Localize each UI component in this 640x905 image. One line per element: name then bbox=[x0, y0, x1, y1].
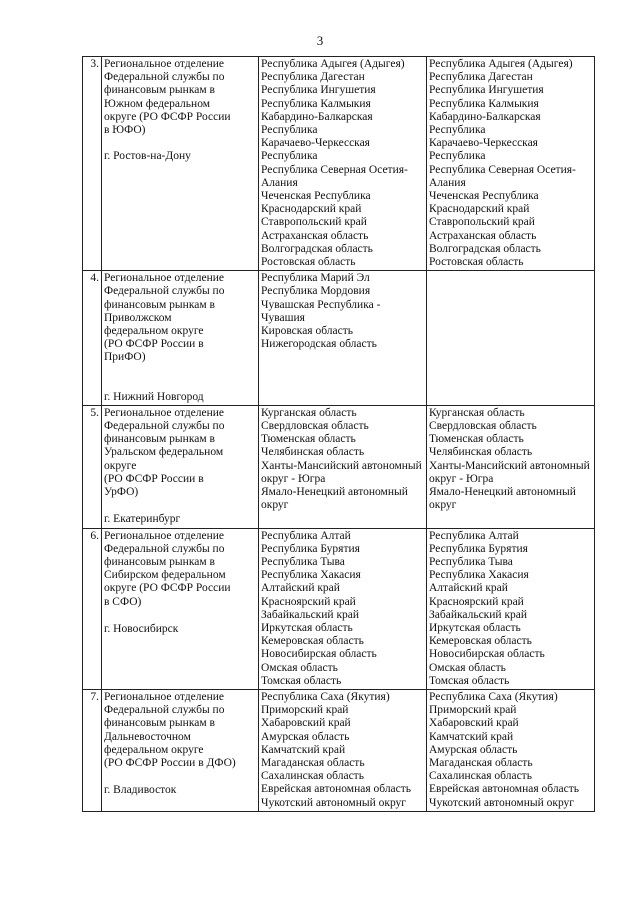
office-city: г. Екатеринбург bbox=[104, 513, 181, 526]
region-item: Свердловская область bbox=[429, 420, 537, 433]
region-item: Республика Мордовия bbox=[261, 285, 371, 298]
region-item: Сахалинская область bbox=[429, 770, 532, 783]
region-item: Республика Тыва bbox=[429, 555, 513, 568]
office-name: Региональное отделение Федеральной службы по финансовым рынкам в Сибирском федеральном округе (РО ФСФР России в СФО) bbox=[104, 529, 231, 608]
region-item: Еврейская автономная область bbox=[261, 783, 412, 796]
page-number: 3 bbox=[316, 33, 324, 48]
region-item: Республика Адыгея (Адыгея) bbox=[261, 58, 405, 70]
region-item: Республика Адыгея (Адыгея) bbox=[429, 58, 573, 70]
region-item: Республика Бурятия bbox=[429, 542, 528, 555]
region-item: Чукотский автономный округ bbox=[429, 796, 575, 809]
region-item: Амурская область bbox=[429, 743, 518, 756]
office-cell bbox=[102, 405, 259, 528]
row-number: 4. bbox=[83, 271, 102, 406]
region-item: Карачаево-Черкесская Республика bbox=[429, 137, 538, 163]
office-name: Региональное отделение Федеральной службы по финансовым рынкам в Дальневосточном федеральном округе (РО ФСФР России в ДФО) bbox=[104, 690, 236, 769]
regions-list-cell bbox=[259, 528, 427, 689]
region-item: Кемеровская область bbox=[261, 635, 364, 648]
region-item: Ростовская область bbox=[261, 256, 356, 269]
table-row bbox=[83, 405, 595, 528]
region-item: Республика Дагестан bbox=[261, 71, 365, 84]
region-item: Ростовская область bbox=[429, 256, 524, 269]
region-item: Омская область bbox=[261, 661, 338, 674]
region-item: Республика Ингушетия bbox=[429, 84, 544, 97]
regions-list-cell bbox=[259, 405, 427, 528]
office-name: Региональное отделение Федеральной службы по финансовым рынкам в Уральском федеральном округе (РО ФСФР России в УрФО) bbox=[104, 406, 225, 499]
region-item: Ханты-Мансийский автономный округ - Югра bbox=[261, 459, 422, 485]
office-cell bbox=[102, 528, 259, 689]
region-item: Республика Алтай bbox=[261, 529, 351, 542]
region-item: Алтайский край bbox=[261, 582, 340, 595]
region-item: Челябинская область bbox=[429, 446, 533, 459]
region-item: Республика Ингушетия bbox=[261, 84, 376, 97]
region-item: Кировская область bbox=[261, 325, 354, 338]
region-item: Астраханская область bbox=[429, 229, 537, 242]
region-item: Еврейская автономная область bbox=[429, 783, 580, 796]
office-name: Региональное отделение Федеральной службы по финансовым рынкам в Приволжском федеральном округе (РО ФСФР России в ПриФО) bbox=[104, 272, 225, 364]
row-number: 5. bbox=[83, 405, 102, 528]
regions-list-cell bbox=[427, 405, 595, 528]
region-item: Республика Хакасия bbox=[261, 569, 361, 582]
region-item: Челябинская область bbox=[261, 446, 365, 459]
region-item: Амурская область bbox=[261, 730, 350, 743]
region-item: Камчатский край bbox=[429, 730, 514, 743]
regions-list-cell bbox=[427, 528, 595, 689]
region-item: Магаданская область bbox=[429, 756, 533, 769]
region-item: Ставропольский край bbox=[429, 216, 535, 229]
region-item: Республика Бурятия bbox=[261, 542, 360, 555]
region-item: Магаданская область bbox=[261, 756, 365, 769]
region-item: Хабаровский край bbox=[261, 717, 351, 730]
region-item: Чувашская Республика - Чувашия bbox=[261, 298, 381, 324]
region-item: Республика Тыва bbox=[261, 555, 345, 568]
office-city: г. Новосибирск bbox=[104, 622, 179, 635]
region-item: Республика Дагестан bbox=[429, 71, 533, 84]
row-number: 3. bbox=[83, 57, 102, 271]
region-item: Иркутская область bbox=[429, 621, 521, 634]
region-item: Республика Саха (Якутия) bbox=[261, 690, 390, 703]
region-item: Краснодарский край bbox=[261, 203, 362, 216]
region-item: Тюменская область bbox=[429, 433, 524, 446]
region-item: Томская область bbox=[261, 674, 342, 687]
region-item: Алтайский край bbox=[429, 582, 508, 595]
regions-list-cell bbox=[427, 57, 595, 271]
table-row bbox=[83, 57, 595, 271]
region-item: Курганская область bbox=[261, 406, 357, 419]
region-item: Республика Северная Осетия-Алания bbox=[261, 163, 408, 189]
office-cell bbox=[102, 57, 259, 271]
regional-offices-table bbox=[82, 56, 595, 812]
region-item: Карачаево-Черкесская Республика bbox=[261, 137, 370, 163]
region-item: Республика Северная Осетия-Алания bbox=[429, 163, 576, 189]
row-number: 7. bbox=[83, 689, 102, 811]
region-item: Тюменская область bbox=[261, 433, 356, 446]
office-city: г. Владивосток bbox=[104, 784, 177, 797]
region-item: Иркутская область bbox=[261, 621, 353, 634]
region-item: Нижегородская область bbox=[261, 338, 377, 351]
region-item: Астраханская область bbox=[261, 229, 369, 242]
region-item: Красноярский край bbox=[429, 595, 524, 608]
region-item: Республика Саха (Якутия) bbox=[429, 690, 558, 703]
table-row bbox=[83, 528, 595, 689]
region-item: Волгоградская область bbox=[261, 242, 373, 255]
region-item: Чукотский автономный округ bbox=[261, 796, 407, 809]
region-item: Забайкальский край bbox=[429, 608, 528, 621]
regions-list-cell bbox=[259, 271, 427, 406]
region-item: Ставропольский край bbox=[261, 216, 367, 229]
office-cell bbox=[102, 689, 259, 811]
region-item: Камчатский край bbox=[261, 743, 346, 756]
regions-list-cell bbox=[259, 689, 427, 811]
region-item: Хабаровский край bbox=[429, 717, 519, 730]
region-item: Сахалинская область bbox=[261, 770, 364, 783]
office-city: г. Ростов-на-Дону bbox=[104, 150, 191, 163]
region-item: Краснодарский край bbox=[429, 203, 530, 216]
region-item: Новосибирская область bbox=[261, 648, 377, 661]
region-item: Кабардино-Балкарская Республика bbox=[429, 110, 541, 137]
region-item: Чеченская Республика bbox=[429, 190, 539, 203]
regions-list-cell bbox=[427, 689, 595, 811]
row-number: 6. bbox=[83, 528, 102, 689]
region-item: Волгоградская область bbox=[429, 242, 541, 255]
region-item: Чеченская Республика bbox=[261, 190, 371, 203]
office-city: г. Нижний Новгород bbox=[104, 390, 204, 403]
region-item: Ямало-Ненецкий автономный округ bbox=[261, 486, 408, 512]
region-item: Республика Марий Эл bbox=[261, 272, 370, 285]
region-item: Свердловская область bbox=[261, 420, 369, 433]
region-item: Кабардино-Балкарская Республика bbox=[261, 110, 373, 137]
region-item: Красноярский край bbox=[261, 595, 356, 608]
office-cell bbox=[102, 271, 259, 406]
region-item: Курганская область bbox=[429, 406, 525, 419]
regions-list-cell bbox=[427, 271, 595, 406]
region-item: Забайкальский край bbox=[261, 608, 360, 621]
region-item: Республика Калмыкия bbox=[261, 97, 371, 110]
table-row bbox=[83, 689, 595, 811]
table-row bbox=[83, 271, 595, 406]
region-item: Ямало-Ненецкий автономный округ bbox=[429, 486, 576, 512]
region-item: Республика Хакасия bbox=[429, 569, 529, 582]
region-item: Республика Калмыкия bbox=[429, 97, 539, 110]
region-item: Томская область bbox=[429, 674, 510, 687]
region-item: Приморский край bbox=[261, 704, 349, 717]
region-item: Омская область bbox=[429, 661, 506, 674]
region-item: Республика Алтай bbox=[429, 529, 519, 542]
regions-list-cell bbox=[259, 57, 427, 271]
region-item: Новосибирская область bbox=[429, 648, 545, 661]
region-item: Приморский край bbox=[429, 704, 517, 717]
region-item: Кемеровская область bbox=[429, 635, 532, 648]
office-name: Региональное отделение Федеральной службы по финансовым рынкам в Южном федеральном округе (РО ФСФР России в ЮФО) bbox=[104, 58, 231, 137]
region-item: Ханты-Мансийский автономный округ - Югра bbox=[429, 459, 590, 485]
